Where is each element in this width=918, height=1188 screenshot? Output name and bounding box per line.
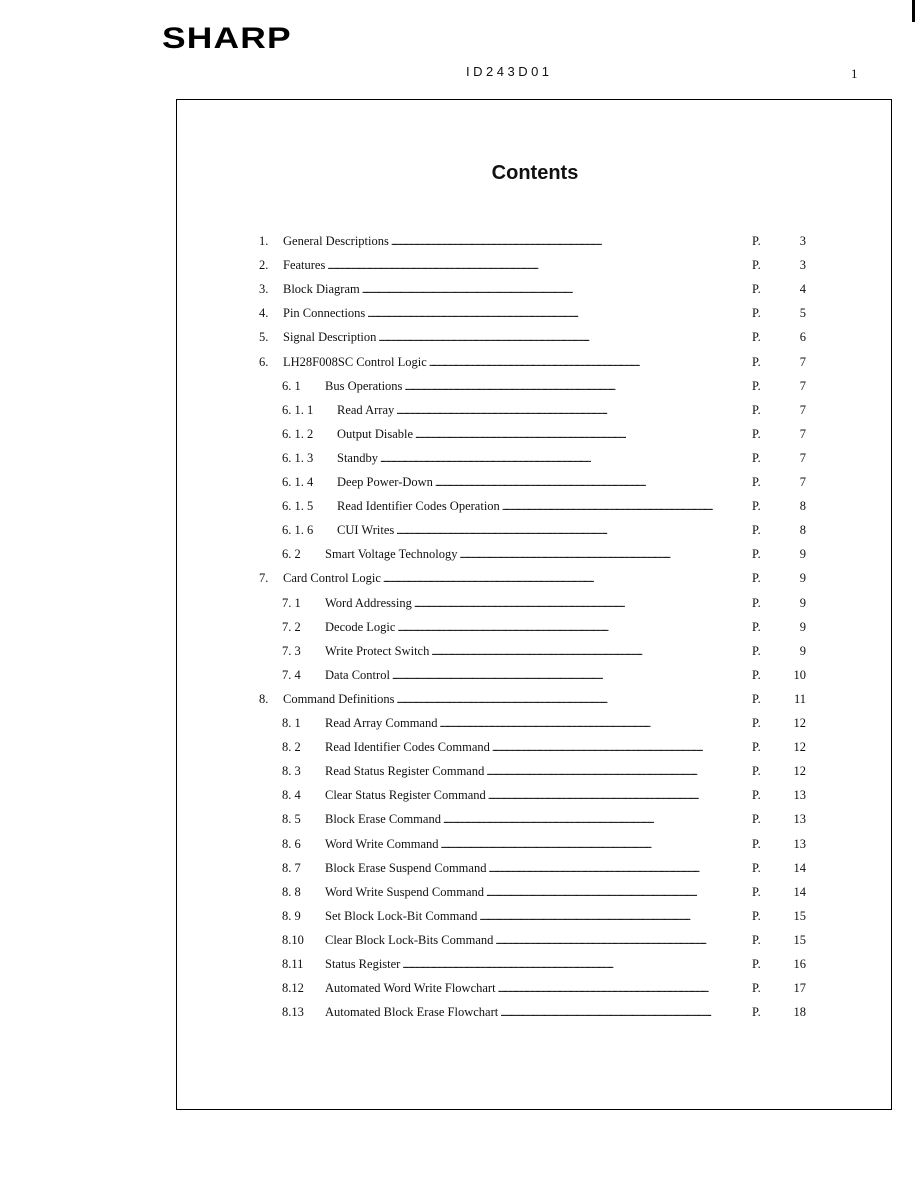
toc-row — [259, 305, 806, 321]
toc-section-title: Block Diagram — [283, 282, 360, 297]
toc-leader-dots — [414, 595, 748, 612]
toc-leader-dots — [397, 619, 748, 636]
toc-page-number: 9 — [799, 643, 806, 658]
toc-section-title: Set Block Lock-Bit Command — [325, 908, 478, 923]
toc-section-number: 4. — [259, 306, 269, 321]
toc-section-title: Read Identifier Codes Command — [325, 740, 490, 755]
toc-page-prefix: P. — [752, 475, 761, 489]
toc-page-prefix: P. — [752, 764, 761, 779]
toc-page-number: 7 — [799, 450, 806, 465]
toc-page-prefix: P. — [752, 643, 761, 658]
toc-page-number: 17 — [793, 981, 806, 996]
toc-section-number: 6. 2 — [282, 547, 301, 562]
toc-section-title: Pin Connections — [283, 306, 366, 321]
toc-page-number: 9 — [799, 595, 806, 610]
toc-section-number: 7. 3 — [282, 643, 301, 658]
toc-section-number: 2. — [259, 258, 269, 273]
toc-row — [259, 354, 806, 370]
toc-leader-dots — [383, 570, 748, 587]
toc-leader-dots — [396, 522, 748, 539]
toc-page-prefix: P. — [752, 836, 761, 851]
toc-section-title: Output Disable — [337, 426, 414, 441]
scan-edge-mark — [912, 0, 915, 22]
toc-leader-dots — [495, 932, 748, 949]
toc-leader-dots — [380, 450, 748, 467]
toc-leader-dots — [441, 836, 748, 853]
toc-section-number: 7. 4 — [282, 667, 301, 682]
toc-leader-dots — [486, 763, 748, 780]
toc-section-number: 6. 1. 3 — [282, 450, 314, 465]
toc-page-number: 13 — [793, 836, 806, 851]
toc-leader-dots — [392, 667, 748, 684]
toc-row — [282, 836, 806, 852]
toc-leader-dots — [378, 329, 748, 346]
toc-leader-dots — [498, 980, 748, 997]
toc-page-number: 14 — [793, 860, 806, 875]
toc-leader-dots — [327, 257, 748, 274]
toc-page-number: 11 — [793, 691, 806, 706]
toc-row — [282, 474, 806, 490]
toc-page-number: 3 — [799, 234, 806, 248]
toc-row — [282, 715, 806, 731]
toc-leader-dots — [435, 474, 748, 491]
toc-section-title: Automated Block Erase Flowchart — [325, 1005, 499, 1020]
toc-section-number: 8.13 — [282, 1005, 304, 1020]
toc-page-number: 3 — [799, 258, 806, 273]
toc-section-title: Automated Word Write Flowchart — [325, 981, 496, 996]
toc-section-number: 8. 5 — [282, 812, 301, 827]
page-title: Contents — [491, 162, 579, 184]
toc-section-title: Clear Status Register Command — [325, 788, 486, 803]
toc-leader-dots — [492, 739, 748, 756]
toc-row — [282, 787, 806, 803]
toc-page-prefix: P. — [752, 957, 761, 971]
toc-row — [282, 378, 806, 394]
toc-section-number: 6. 1. 2 — [282, 426, 314, 441]
toc-page-number: 5 — [799, 306, 806, 321]
toc-leader-dots — [439, 715, 748, 732]
toc-leader-dots — [391, 233, 748, 250]
toc-section-title: Command Definitions — [283, 691, 395, 706]
toc-section-title: Clear Block Lock-Bits Command — [325, 932, 494, 947]
toc-section-number: 3. — [259, 282, 269, 297]
toc-page-prefix: P. — [752, 330, 761, 345]
toc-section-number: 8.11 — [282, 957, 304, 971]
toc-page-number: 18 — [793, 1005, 806, 1020]
toc-section-number: 8. 9 — [282, 908, 301, 923]
toc-leader-dots — [402, 956, 748, 973]
toc-row — [259, 570, 806, 586]
toc-section-title: Read Array — [337, 402, 395, 417]
toc-leader-dots — [443, 811, 748, 828]
toc-leader-dots — [396, 691, 748, 708]
toc-page-prefix: P. — [752, 523, 761, 538]
toc-page-prefix: P. — [752, 884, 761, 899]
toc-section-title: Word Addressing — [325, 595, 412, 610]
toc-page-number: 4 — [799, 282, 806, 297]
toc-leader-dots — [486, 884, 748, 901]
toc-section-title: Deep Power-Down — [337, 475, 433, 489]
toc-page-number: 12 — [793, 764, 806, 779]
toc-page-prefix: P. — [752, 354, 761, 369]
toc-page-number: 9 — [799, 619, 806, 634]
document-id: ID243D01 — [466, 64, 553, 79]
toc-page-prefix: P. — [752, 716, 761, 730]
toc-section-title: Bus Operations — [325, 378, 403, 393]
toc-leader-dots — [404, 378, 748, 395]
toc-section-title: Card Control Logic — [283, 571, 381, 586]
toc-section-number: 8. 3 — [282, 764, 301, 779]
toc-page-number: 13 — [793, 788, 806, 803]
toc-section-title: Read Identifier Codes Operation — [337, 499, 500, 514]
toc-page-prefix: P. — [752, 691, 761, 706]
toc-page-number: 9 — [799, 547, 806, 562]
toc-section-number: 6. 1. 4 — [282, 475, 314, 489]
toc-row — [282, 667, 806, 683]
toc-row — [282, 498, 806, 514]
toc-row — [259, 233, 806, 249]
toc-page-prefix: P. — [752, 619, 761, 634]
toc-page-number: 7 — [799, 354, 806, 369]
toc-page-prefix: P. — [752, 860, 761, 875]
toc-row — [259, 257, 806, 273]
toc-section-number: 5. — [259, 330, 269, 345]
toc-leader-dots — [488, 860, 748, 877]
toc-page-prefix: P. — [752, 571, 761, 586]
toc-section-number: 7. 2 — [282, 619, 301, 634]
sharp-logo: SHARP — [162, 22, 292, 55]
toc-section-title: Status Register — [325, 957, 401, 971]
toc-row — [282, 619, 806, 635]
toc-section-number: 1. — [259, 234, 269, 248]
toc-section-number: 8. 7 — [282, 860, 301, 875]
toc-section-number: 8. — [259, 691, 269, 706]
toc-page-prefix: P. — [752, 499, 761, 514]
toc-page-prefix: P. — [752, 547, 761, 562]
toc-section-number: 6. 1. 1 — [282, 402, 314, 417]
toc-page-prefix: P. — [752, 667, 761, 682]
toc-page-number: 15 — [793, 932, 806, 947]
toc-section-title: Read Array Command — [325, 716, 438, 730]
toc-leader-dots — [362, 281, 748, 298]
toc-page-number: 7 — [799, 426, 806, 441]
toc-page-prefix: P. — [752, 908, 761, 923]
toc-section-number: 8. 2 — [282, 740, 301, 755]
toc-row — [282, 908, 806, 924]
toc-page-number: 10 — [793, 667, 806, 682]
toc-section-number: 6. 1 — [282, 378, 301, 393]
toc-leader-dots — [415, 426, 748, 443]
toc-section-number: 7. — [259, 571, 269, 586]
toc-row — [282, 402, 806, 418]
toc-page-prefix: P. — [752, 788, 761, 803]
toc-section-title: Block Erase Suspend Command — [325, 860, 487, 875]
toc-page-prefix: P. — [752, 234, 761, 248]
toc-row — [282, 884, 806, 900]
toc-row — [259, 329, 806, 345]
toc-section-number: 8.10 — [282, 932, 304, 947]
toc-leader-dots — [479, 908, 748, 925]
toc-page-prefix: P. — [752, 378, 761, 393]
toc-section-title: Decode Logic — [325, 619, 396, 634]
toc-page-prefix: P. — [752, 426, 761, 441]
toc-page-number: 14 — [793, 884, 806, 899]
toc-section-title: Word Write Command — [325, 836, 439, 851]
toc-section-title: Features — [283, 258, 326, 273]
toc-page-number: 9 — [799, 571, 806, 586]
toc-section-number: 7. 1 — [282, 595, 301, 610]
toc-page-number: 12 — [793, 716, 806, 730]
toc-page-prefix: P. — [752, 402, 761, 417]
toc-row — [282, 450, 806, 466]
toc-section-title: Block Erase Command — [325, 812, 441, 827]
toc-row — [282, 1004, 806, 1020]
toc-page-number: 16 — [793, 957, 806, 971]
toc-row — [282, 426, 806, 442]
toc-leader-dots — [488, 787, 748, 804]
toc-page-prefix: P. — [752, 812, 761, 827]
toc-page-prefix: P. — [752, 450, 761, 465]
toc-section-number: 6. 1. 5 — [282, 499, 314, 514]
toc-leader-dots — [500, 1004, 748, 1021]
toc-section-title: CUI Writes — [337, 523, 395, 538]
toc-row — [282, 739, 806, 755]
toc-section-number: 6. 1. 6 — [282, 523, 314, 538]
toc-section-title: Word Write Suspend Command — [325, 884, 485, 899]
toc-row — [282, 860, 806, 876]
toc-page-prefix: P. — [752, 595, 761, 610]
toc-page-number: 8 — [799, 499, 806, 514]
toc-page-prefix: P. — [752, 1005, 761, 1020]
toc-section-number: 6. — [259, 354, 269, 369]
toc-section-title: Data Control — [325, 667, 390, 682]
toc-row — [282, 546, 806, 562]
toc-page-prefix: P. — [752, 306, 761, 321]
toc-section-title: Standby — [337, 450, 378, 465]
toc-page-prefix: P. — [752, 258, 761, 273]
toc-page-prefix: P. — [752, 282, 761, 297]
toc-row — [282, 932, 806, 948]
toc-row — [259, 281, 806, 297]
toc-row — [282, 595, 806, 611]
toc-row — [282, 763, 806, 779]
toc-section-title: Write Protect Switch — [325, 643, 430, 658]
toc-section-number: 8. 8 — [282, 884, 301, 899]
toc-page-prefix: P. — [752, 740, 761, 755]
toc-section-title: LH28F008SC Control Logic — [283, 354, 427, 369]
toc-section-title: General Descriptions — [283, 234, 389, 248]
toc-row — [282, 956, 806, 972]
toc-page-number: 12 — [793, 740, 806, 755]
toc-section-number: 8. 4 — [282, 788, 301, 803]
toc-page-number: 7 — [799, 475, 806, 489]
toc-section-title: Signal Description — [283, 330, 377, 345]
toc-leader-dots — [502, 498, 748, 515]
toc-row — [282, 980, 806, 996]
toc-section-number: 8. 1 — [282, 716, 301, 730]
toc-page-prefix: P. — [752, 981, 761, 996]
toc-section-title: Smart Voltage Technology — [325, 547, 458, 562]
toc-page-number: 7 — [799, 402, 806, 417]
toc-page-prefix: P. — [752, 932, 761, 947]
toc-row — [282, 643, 806, 659]
toc-page-number: 8 — [799, 523, 806, 538]
toc-page-number: 7 — [799, 378, 806, 393]
toc-section-title: Read Status Register Command — [325, 764, 485, 779]
toc-row — [259, 691, 806, 707]
toc-page-number: 6 — [799, 330, 806, 345]
toc-leader-dots — [429, 354, 748, 371]
toc-page-number: 15 — [793, 908, 806, 923]
toc-leader-dots — [367, 305, 748, 322]
toc-leader-dots — [396, 402, 748, 419]
toc-row — [282, 811, 806, 827]
toc-leader-dots — [431, 643, 748, 660]
toc-leader-dots — [459, 546, 748, 563]
toc-row — [282, 522, 806, 538]
toc-page-number: 13 — [793, 812, 806, 827]
page-number: 1 — [851, 66, 858, 81]
toc-section-number: 8. 6 — [282, 836, 301, 851]
toc-section-number: 8.12 — [282, 981, 304, 996]
